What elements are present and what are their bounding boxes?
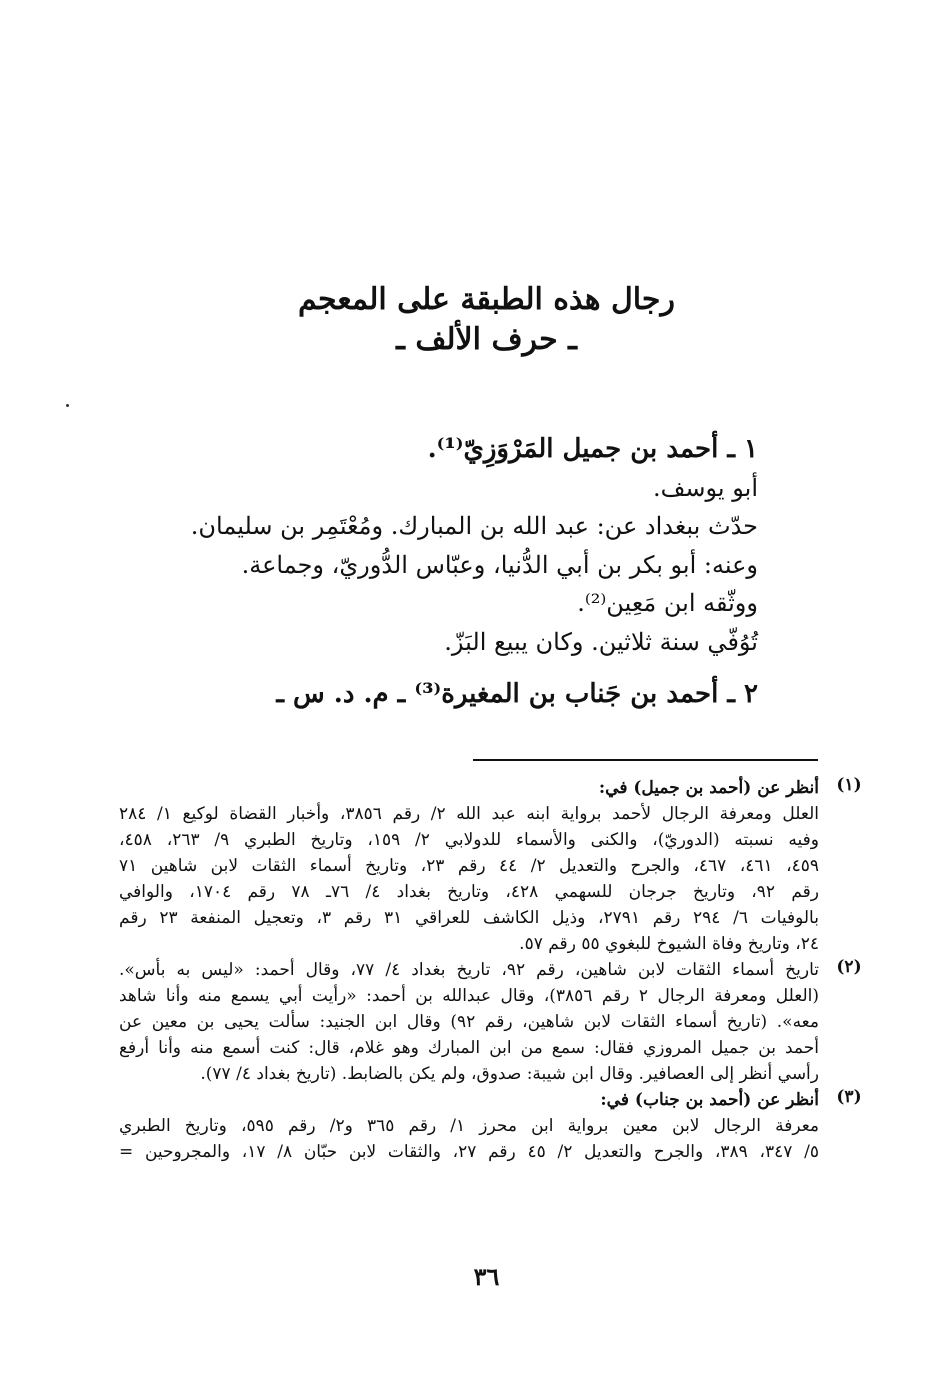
footnote-number: (٢) (836, 957, 862, 977)
entry-1-line: وعنه: أبو بكر بن أبي الدُّنيا، وعبّاس الدُّوريّ، وجماعة. (241, 550, 758, 579)
footnote-line: معرفة الرجال لابن معين برواية ابن محرز ١/ رقم ٣٦٥ و٢/ رقم ٥٩٥، وتاريخ الطبري (119, 1116, 819, 1136)
entry-1-line: حدّث ببغداد عن: عبد الله بن المبارك. ومُعْتَمِر بن سليمان. (190, 512, 758, 540)
page-title: رجال هذه الطبقة على المعجم (298, 282, 675, 317)
footnotes (119, 775, 862, 1165)
footnote-line: رأسي أنظر إلى العصافير. وقال ابن شيبة: صدوق، ولم يكن بالضابط. (تاريخ بغداد ٤/ ٧٧). (200, 1064, 819, 1084)
footnote-line: ٥/ ٣٤٧، ٣٨٩، والجرح والتعديل ٢/ ٤٥ رقم ٢٧، والثقات لابن حبّان ٨/ ١٧، والمجروحين = (119, 1142, 819, 1162)
entry-1-line: تُوُفّي سنة ثلاثين. وكان يبيع البَزّ. (444, 627, 758, 656)
footnote-line: العلل ومعرفة الرجال لأحمد برواية ابنه عبد الله ٢/ رقم ٣٨٥٦، وأخبار القضاة لوكيع ١/ ٢٨٤ (119, 804, 819, 824)
footnote-line: رقم ٩٢، وتاريخ جرجان للسهمي ٤٢٨، وتاريخ بغداد ٤/ ٧٦ـ ٧٨ رقم ١٧٠٤، والوافي (119, 882, 819, 902)
entry-1-line: ووثّقه ابن مَعِين⁽²⁾. (577, 589, 758, 617)
footnote-line: بالوفيات ٦/ ٢٩٤ رقم ٢٧٩١، وذيل الكاشف للعراقي ٣١ رقم ٣، وتعجيل المنفعة ٢٣ رقم (119, 908, 819, 928)
footnote-3 (119, 1087, 862, 1165)
footnote-line: وفيه نسبته (الدوريّ)، والكنى والأسماء للدولابي ٢/ ١٥٩، وتاريخ الطبري ٩/ ٢٦٣، ٤٥٨، (119, 830, 819, 850)
section-subtitle: ـ حرف الألف ـ (396, 322, 577, 357)
footnote-line: تاريخ أسماء الثقات لابن شاهين، رقم ٩٢، تاريخ بغداد ٤/ ٧٧، وقال أحمد: «ليس به بأس». (119, 960, 819, 980)
footnote-line: (العلل ومعرفة الرجال ٢ رقم ٣٨٥٦)، وقال عبدالله بن أحمد: «رأيت أبي يسمع منه وأنا شاهد (119, 986, 819, 1006)
footnote-line: معه». (تاريخ أسماء الثقات لابن شاهين، رقم ٩٢) وقال ابن الجنيد: سألت يحيى بن معين عن (119, 1012, 819, 1032)
entry-1-heading: ١ ـ أحمد بن جميل المَرْوَزِيّ⁽¹⁾. (427, 434, 758, 464)
ink-speck (66, 404, 69, 407)
footnote-1 (119, 775, 862, 957)
footnote-number: (٣) (836, 1087, 862, 1107)
footnote-line: أنظر عن (أحمد بن جناب) في: (600, 1090, 819, 1110)
footnote-divider (473, 759, 818, 761)
footnote-2 (119, 957, 862, 1087)
footnote-line: أحمد بن جميل المروزي فقال: سمع من ابن المبارك وهو غلام، قال: كنت أسمع منه وأنا أرفع (119, 1038, 819, 1058)
page-number: ٣٦ (473, 1262, 500, 1291)
footnote-number: (١) (836, 775, 862, 795)
entry-2-heading: ٢ ـ أحمد بن جَناب بن المغيرة⁽³⁾ ـ م. د. س ـ (276, 679, 758, 709)
footnote-line: أنظر عن (أحمد بن جميل) في: (598, 778, 819, 798)
footnote-line: ٢٤، وتاريخ وفاة الشيوخ للبغوي ٥٥ رقم ٥٧. (519, 934, 819, 954)
entry-1-line: أبو يوسف. (652, 473, 758, 502)
footnote-line: ٤٥٩، ٤٦١، ٤٦٧، والجرح والتعديل ٢/ ٤٤ رقم ٢٣، وتاريخ أسماء الثقات لابن شاهين ٧١ (119, 856, 819, 876)
entries-block (190, 430, 758, 714)
